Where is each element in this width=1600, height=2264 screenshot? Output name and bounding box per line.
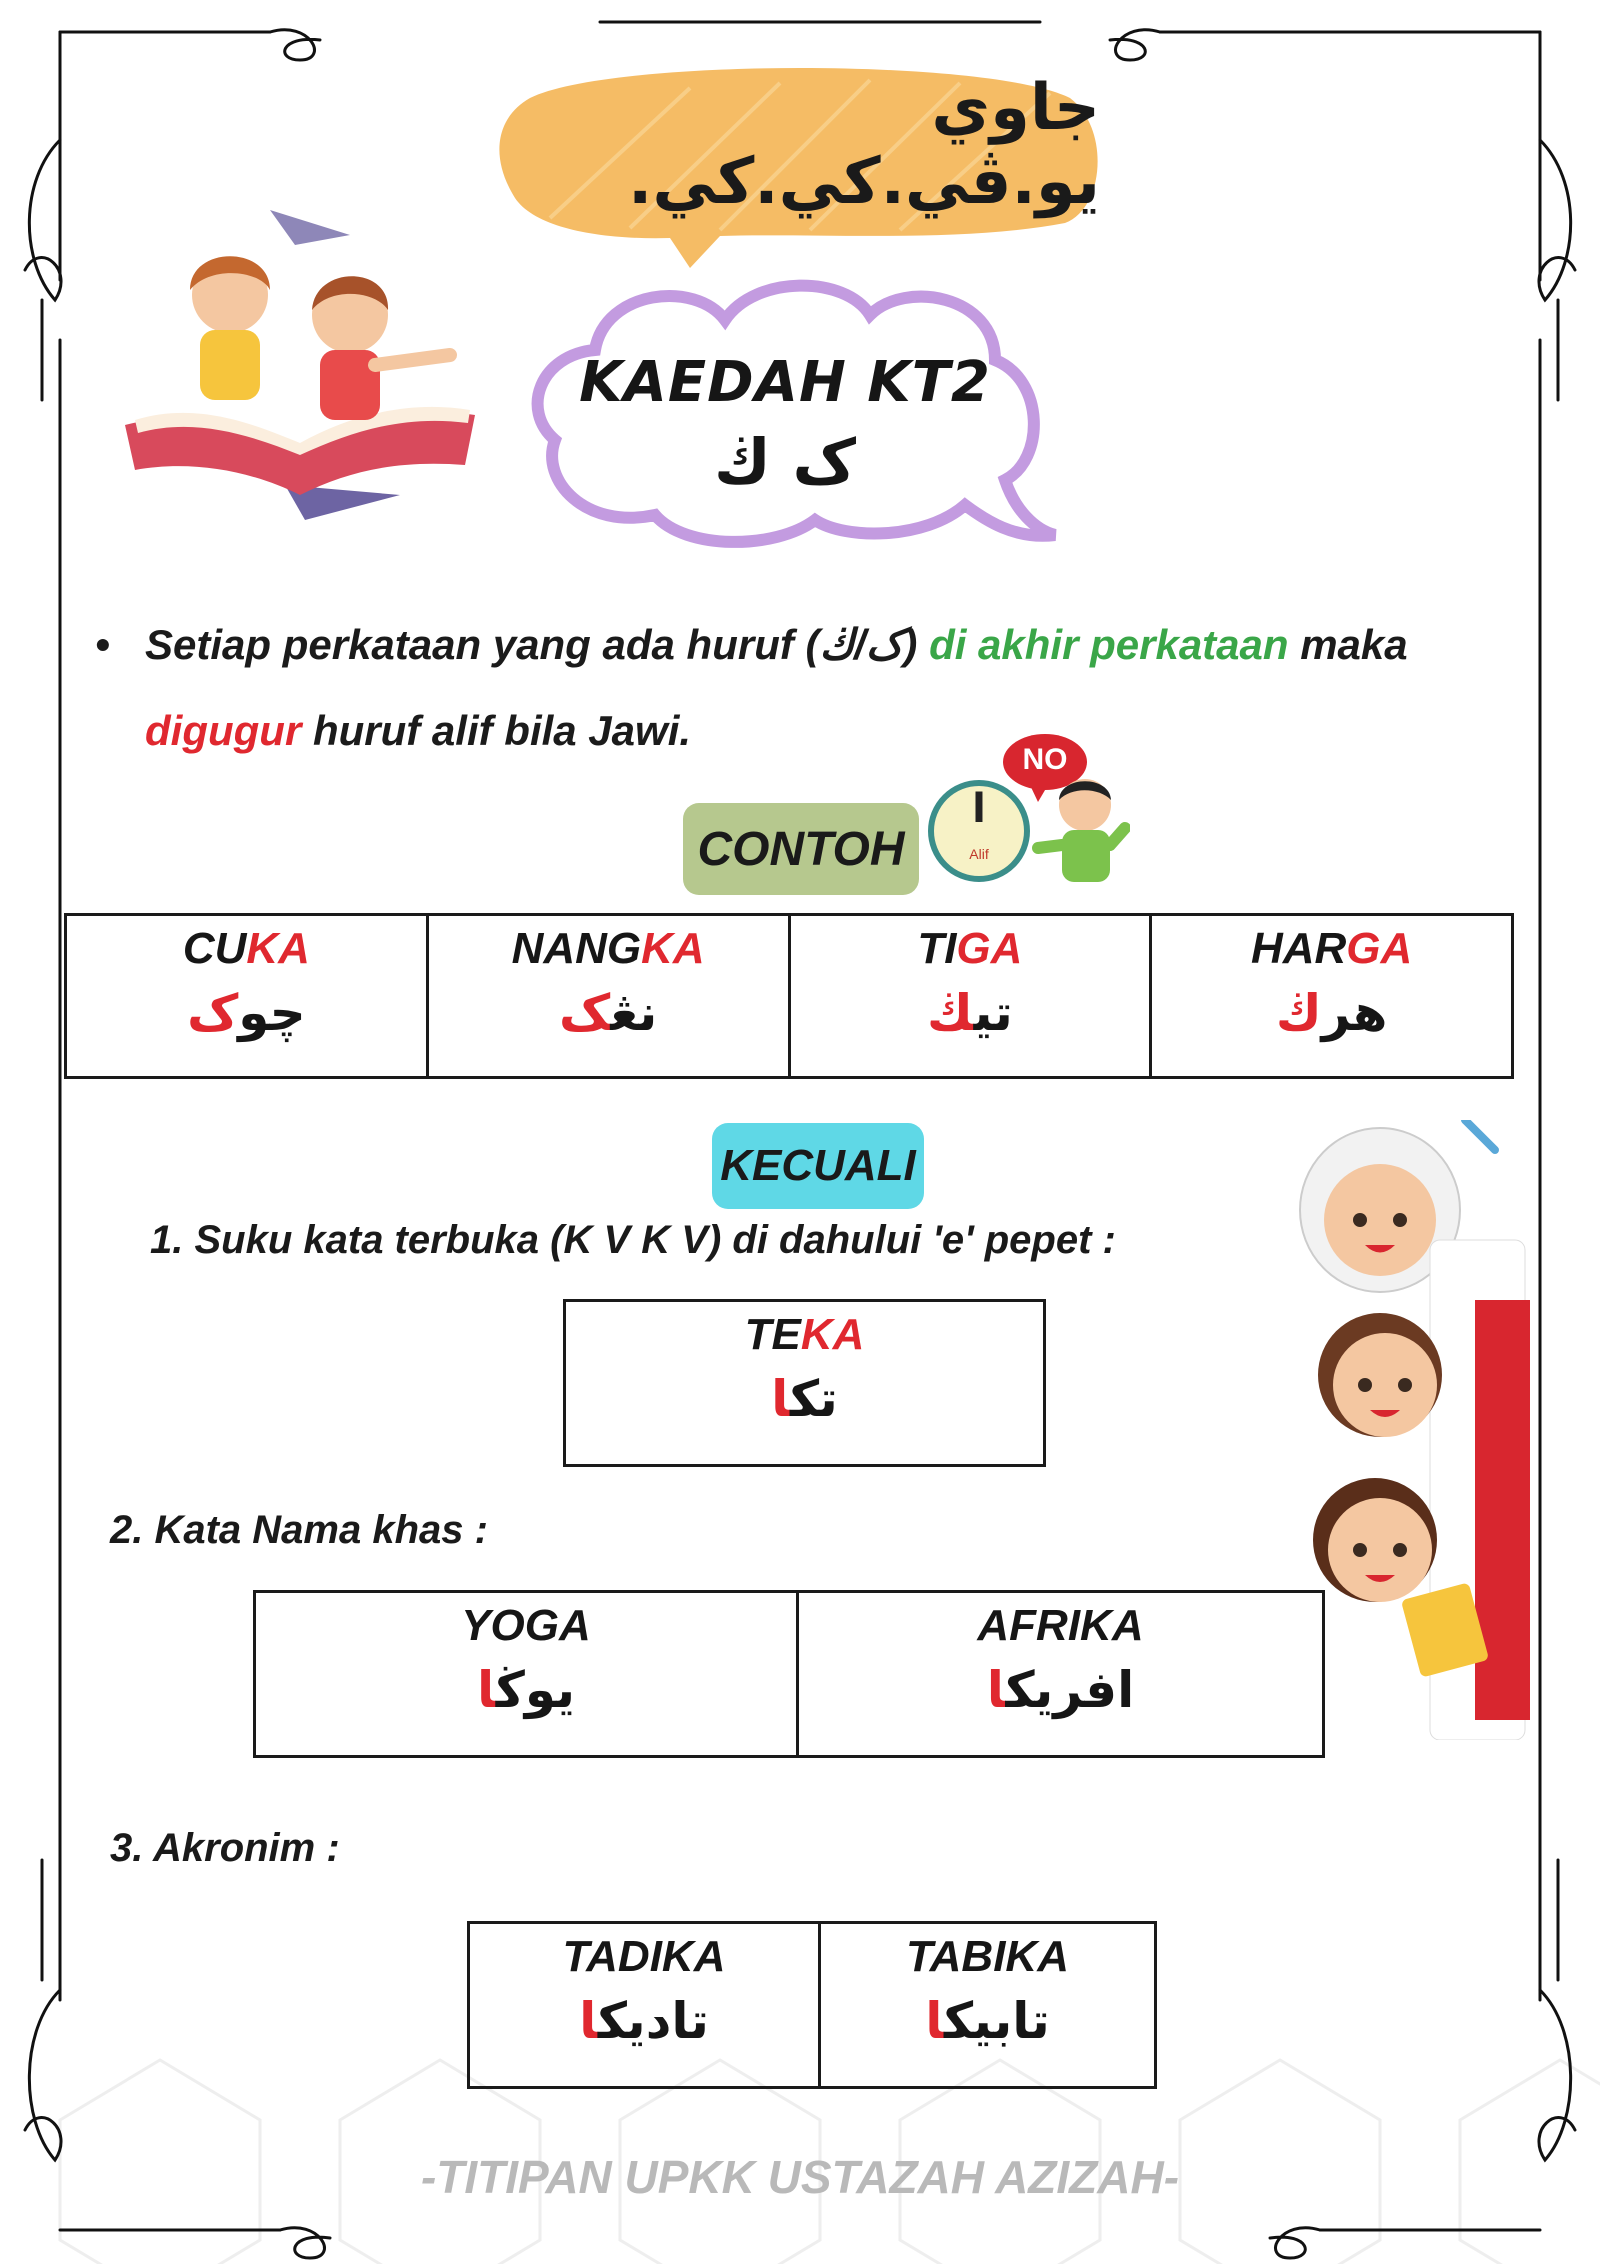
section3-cell-tabika: TABIKA تابيکا — [820, 1923, 1156, 2088]
kids-on-book-illustration — [120, 205, 480, 525]
section3-title: 3. Akronim : — [110, 1826, 340, 1870]
contoh-cell-harga: HARGA هرڬ — [1151, 915, 1513, 1078]
rule-paragraph — [95, 602, 1515, 774]
alif-letter: ا — [972, 786, 986, 832]
rule-text-5: huruf alif bila Jawi. — [301, 707, 692, 754]
rule-text-3: maka — [1288, 621, 1408, 668]
contoh-cell-tiga: TIGA تيڬ — [789, 915, 1151, 1078]
footer-credit: -TITIPAN UPKK USTAZAH AZIZAH- — [420, 2151, 1180, 2203]
cloud-content — [560, 350, 1010, 498]
section2-table — [253, 1590, 1325, 1758]
cloud-title: KAEDAH KT2 — [579, 350, 991, 415]
section3-cell-tadika: TADIKA تاديکا — [469, 1923, 820, 2088]
contoh-table — [64, 913, 1514, 1079]
alif-caption: Alif — [969, 846, 989, 862]
contoh-cell-cuka: CUKA چوک — [66, 915, 428, 1078]
rule-text-highlight-green: di akhir perkataan — [929, 621, 1289, 668]
section1-title: 1. Suku kata terbuka (K V K V) di dahului 'e' pepet : — [150, 1218, 1116, 1262]
section3-table — [467, 1921, 1157, 2089]
rule-text-1: Setiap perkataan yang ada huruf (ک/ڬ) — [145, 621, 930, 668]
cloud-letters: ک ڬ — [714, 425, 856, 498]
rule-text-highlight-red: digugur — [145, 707, 302, 754]
contoh-badge: CONTOH — [683, 803, 919, 895]
section1-table — [563, 1299, 1046, 1467]
section2-cell-afrika: AFRIKA افريکا — [798, 1592, 1324, 1757]
section2-cell-yoga: YOGA يوڬا — [255, 1592, 798, 1757]
section1-cell-teka: TEKA تکا — [565, 1301, 1045, 1466]
kecuali-badge: KECUALI — [712, 1123, 924, 1209]
no-badge-text: NO — [1022, 743, 1068, 776]
section2-title: 2. Kata Nama khas : — [110, 1508, 488, 1552]
bullet: • — [95, 621, 110, 668]
header-title: جاوي يو.ڤي.كي.كي. — [628, 71, 1100, 219]
contoh-cell-nangka: NANGKA نڠک — [427, 915, 789, 1078]
